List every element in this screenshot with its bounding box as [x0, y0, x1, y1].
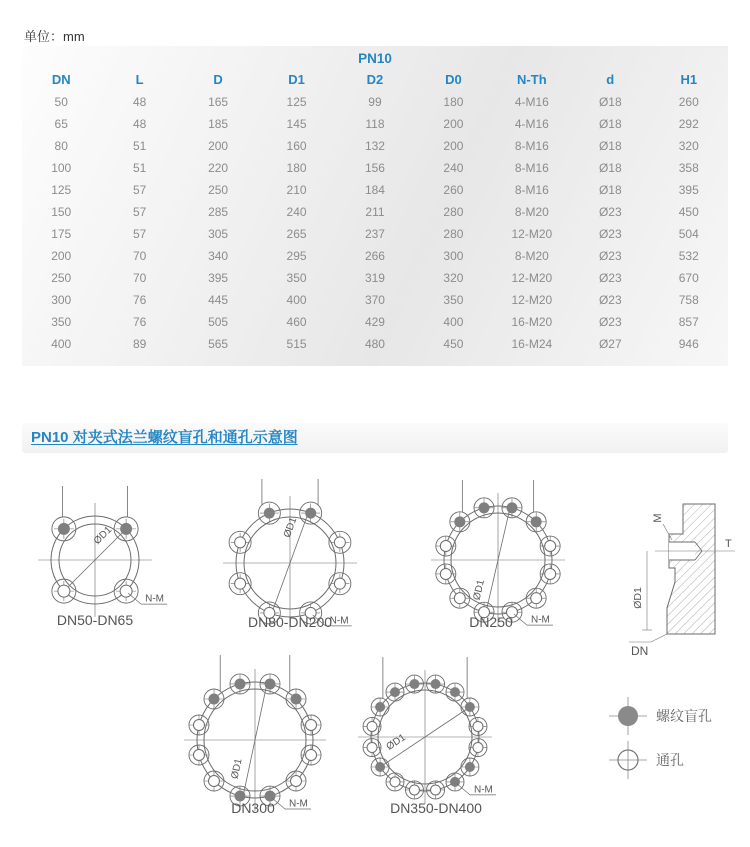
column-header: D2: [366, 72, 384, 87]
table-cell: 429: [364, 315, 385, 329]
threaded-blind-hole: [291, 693, 302, 704]
table-row: [22, 333, 728, 355]
through-hole: [334, 578, 345, 589]
table-cell: 99: [368, 95, 382, 109]
table-cell: 210: [286, 183, 307, 197]
table-cell: Ø18: [598, 117, 622, 131]
table-row: [22, 311, 728, 333]
through-hole: [235, 578, 246, 589]
table-cell: 125: [286, 95, 307, 109]
table-cell: 946: [678, 337, 699, 351]
threaded-blind-hole: [264, 508, 275, 519]
table-cell: Ø18: [598, 139, 622, 153]
threaded-blind-hole: [390, 687, 400, 697]
through-hole: [58, 585, 70, 597]
table-cell: 237: [364, 227, 385, 241]
table-cell: 515: [286, 337, 307, 351]
nm-label: N-M: [530, 614, 550, 626]
table-cell: 16-M24: [511, 337, 553, 351]
through-hole-icon: [606, 738, 650, 782]
table-cell: 670: [678, 271, 699, 285]
thread-size-label: M: [652, 513, 664, 523]
through-hole: [531, 593, 542, 604]
table-cell: 16-M20: [511, 315, 553, 329]
threaded-blind-hole: [375, 762, 385, 772]
table-cell: 358: [678, 161, 699, 175]
threaded-blind-hole: [375, 702, 385, 712]
threaded-blind-hole-icon: [606, 694, 650, 738]
table-cell: 295: [286, 249, 307, 263]
dim-label: ØD1: [91, 524, 115, 547]
table-cell: Ø23: [598, 227, 622, 241]
threaded-blind-hole: [431, 679, 441, 689]
column-header: DN: [51, 72, 71, 87]
threaded-blind-hole: [234, 678, 245, 689]
threaded-blind-hole: [465, 762, 475, 772]
table-cell: 565: [208, 337, 229, 351]
through-hole: [306, 719, 317, 730]
legend-label-threaded: 螺纹盲孔: [656, 708, 712, 724]
nm-label: N-M: [145, 593, 165, 605]
table-cell: 340: [208, 249, 229, 263]
through-hole: [440, 568, 451, 579]
through-hole: [193, 719, 204, 730]
table-row: [22, 245, 728, 267]
table-cell: 175: [51, 227, 72, 241]
table-cell: 185: [208, 117, 229, 131]
table-cell: 250: [51, 271, 72, 285]
table-cell: 480: [364, 337, 385, 351]
unit-label: 单位：mm: [24, 29, 85, 44]
dim-label: ØD1: [229, 757, 245, 781]
table-cell: 200: [51, 249, 72, 263]
threaded-blind-hole: [305, 508, 316, 519]
table-cell: 240: [286, 205, 307, 219]
nm-label: N-M: [474, 784, 493, 796]
table-cell: 260: [443, 183, 464, 197]
table-cell: 758: [678, 293, 699, 307]
table-cell: 305: [208, 227, 229, 241]
depth-label: T: [725, 538, 732, 550]
through-hole: [334, 537, 345, 548]
section-title-bar: [22, 423, 728, 453]
through-hole: [306, 750, 317, 761]
dim-label: ØD1: [281, 516, 300, 540]
diagram-caption-dn80: DN80-DN200: [247, 614, 333, 630]
column-header: D: [213, 72, 223, 87]
table-cell: 280: [443, 227, 464, 241]
threaded-blind-hole: [506, 502, 517, 513]
table-cell: Ø23: [598, 293, 622, 307]
spec-table: [22, 69, 728, 355]
table-cell: 150: [51, 205, 72, 219]
column-header: N-Th: [517, 72, 547, 87]
table-row: [22, 289, 728, 311]
table-cell: 8-M16: [514, 161, 549, 175]
column-header: D1: [288, 72, 305, 87]
nm-label: N-M: [289, 798, 308, 810]
table-cell: 76: [132, 293, 147, 307]
table-cell: 8-M16: [514, 139, 549, 153]
table-cell: 350: [443, 293, 464, 307]
table-cell: 160: [286, 139, 307, 153]
diagram-caption-dn50: DN50-DN65: [56, 612, 134, 628]
table-cell: 51: [132, 139, 147, 153]
table-cell: 70: [132, 271, 147, 285]
table-row: [22, 179, 728, 201]
table-cell: 370: [364, 293, 385, 307]
table-cell: Ø18: [598, 183, 622, 197]
table-row: [22, 201, 728, 223]
spec-table-head-row: [22, 69, 728, 91]
table-cell: 532: [678, 249, 699, 263]
table-cell: 76: [132, 315, 147, 329]
column-header: H1: [680, 72, 698, 87]
table-group-header: PN10: [358, 51, 392, 66]
table-cell: 220: [208, 161, 229, 175]
table-cell: 48: [132, 117, 147, 131]
through-hole: [473, 721, 483, 731]
table-row: [22, 267, 728, 289]
flange-top-view: [322, 657, 537, 822]
table-cell: 100: [51, 161, 72, 175]
table-cell: 118: [365, 117, 385, 131]
dim-label: ØD1: [384, 732, 408, 753]
table-cell: 857: [678, 315, 699, 329]
table-cell: 48: [132, 95, 147, 109]
flange-body-section: [667, 504, 715, 634]
section-title: PN10 对夹式法兰螺纹盲孔和通孔示意图: [31, 429, 298, 446]
table-cell: 180: [286, 161, 307, 175]
table-cell: 200: [443, 117, 464, 131]
table-cell: 320: [443, 271, 464, 285]
table-cell: 57: [132, 205, 147, 219]
flange-cross-section: [615, 490, 745, 665]
through-hole: [193, 750, 204, 761]
threaded-blind-hole: [450, 687, 460, 697]
table-row: [22, 135, 728, 157]
through-hole: [454, 593, 465, 604]
table-cell: 8-M20: [514, 205, 549, 219]
table-cell: 460: [286, 315, 307, 329]
through-hole: [235, 537, 246, 548]
threaded-blind-hole: [208, 693, 219, 704]
table-cell: 395: [678, 183, 699, 197]
table-cell: 165: [208, 95, 229, 109]
table-cell: 260: [678, 95, 699, 109]
through-hole: [440, 541, 451, 552]
table-cell: 319: [364, 271, 385, 285]
table-cell: 250: [208, 183, 229, 197]
table-cell: 350: [51, 315, 72, 329]
threaded-blind-hole: [465, 702, 475, 712]
legend-row-through: [606, 738, 746, 782]
table-cell: 266: [364, 249, 385, 263]
table-cell: 211: [365, 205, 385, 219]
table-cell: 180: [443, 95, 464, 109]
table-cell: Ø23: [598, 249, 622, 263]
table-cell: 12-M20: [511, 227, 553, 241]
table-cell: 4-M16: [514, 117, 549, 131]
table-cell: 300: [443, 249, 464, 263]
through-hole: [431, 785, 441, 795]
table-row: [22, 223, 728, 245]
table-cell: 57: [132, 183, 147, 197]
table-cell: 240: [443, 161, 464, 175]
table-cell: 132: [364, 139, 385, 153]
diagram-caption-dn250: DN250: [469, 614, 513, 630]
table-cell: 200: [443, 139, 464, 153]
through-hole: [390, 777, 400, 787]
table-cell: 280: [443, 205, 464, 219]
legend-row-threaded: [606, 694, 746, 738]
table-cell: 400: [286, 293, 307, 307]
table-cell: 320: [678, 139, 699, 153]
table-cell: 285: [208, 205, 229, 219]
table-cell: 4-M16: [514, 95, 549, 109]
table-cell: 8-M20: [514, 249, 549, 263]
table-row: [22, 157, 728, 179]
diagram-caption-dn300: DN300: [231, 800, 275, 816]
threaded-blind-hole: [454, 516, 465, 527]
table-cell: Ø23: [598, 271, 622, 285]
table-row: [22, 113, 728, 135]
table-cell: 504: [678, 227, 699, 241]
table-cell: 450: [678, 205, 699, 219]
table-cell: 445: [208, 293, 229, 307]
table-cell: 70: [132, 249, 147, 263]
table-cell: 400: [51, 337, 72, 351]
table-cell: Ø23: [598, 205, 622, 219]
diagram-caption-dn350: DN350-DN400: [390, 800, 482, 816]
table-cell: 65: [54, 117, 68, 131]
table-cell: 156: [364, 161, 385, 175]
table-cell: 184: [364, 183, 385, 197]
table-cell: 8-M16: [514, 183, 549, 197]
column-header: L: [135, 72, 144, 87]
threaded-blind-hole: [120, 523, 132, 535]
table-cell: 505: [208, 315, 229, 329]
table-cell: 50: [54, 95, 68, 109]
table-cell: 292: [678, 117, 699, 131]
table-cell: 450: [443, 337, 464, 351]
table-cell: 300: [51, 293, 72, 307]
table-cell: 350: [286, 271, 307, 285]
table-cell: 89: [132, 337, 147, 351]
threaded-blind-hole: [409, 679, 419, 689]
table-row: [22, 91, 728, 113]
spec-table-body: [22, 91, 728, 355]
table-cell: 200: [208, 139, 229, 153]
table-cell: 395: [208, 271, 229, 285]
column-header: D0: [445, 72, 462, 87]
table-cell: Ø18: [598, 95, 622, 109]
hole-legend: [606, 694, 746, 782]
through-hole: [208, 776, 219, 787]
table-cell: Ø27: [598, 337, 622, 351]
threaded-blind-hole: [479, 502, 490, 513]
table-cell: 57: [132, 227, 147, 241]
table-cell: Ø18: [598, 161, 622, 175]
table-cell: 80: [54, 139, 68, 153]
table-cell: 12-M20: [511, 271, 553, 285]
through-hole: [367, 743, 377, 753]
table-cell: 12-M20: [511, 293, 553, 307]
through-hole: [545, 568, 556, 579]
threaded-blind-hole: [58, 523, 70, 535]
legend-label-through: 通孔: [656, 752, 684, 768]
table-cell: 125: [51, 183, 72, 197]
through-hole: [473, 743, 483, 753]
threaded-blind-hole: [531, 516, 542, 527]
bolt-circle-label: ØD1: [632, 587, 644, 609]
through-hole: [545, 541, 556, 552]
table-cell: 51: [132, 161, 147, 175]
nm-label: N-M: [329, 615, 349, 627]
dn-label: DN: [631, 644, 649, 658]
table-cell: Ø23: [598, 315, 622, 329]
spec-table-band: [22, 46, 728, 366]
table-cell: 145: [286, 117, 307, 131]
cross-section-drawing: [615, 490, 745, 660]
column-header: d: [606, 72, 615, 87]
through-hole: [409, 785, 419, 795]
table-cell: 400: [443, 315, 464, 329]
table-cell: 265: [286, 227, 307, 241]
through-hole: [291, 776, 302, 787]
through-hole: [367, 721, 377, 731]
dim-label: ØD1: [471, 578, 487, 602]
threaded-blind-hole: [265, 678, 276, 689]
